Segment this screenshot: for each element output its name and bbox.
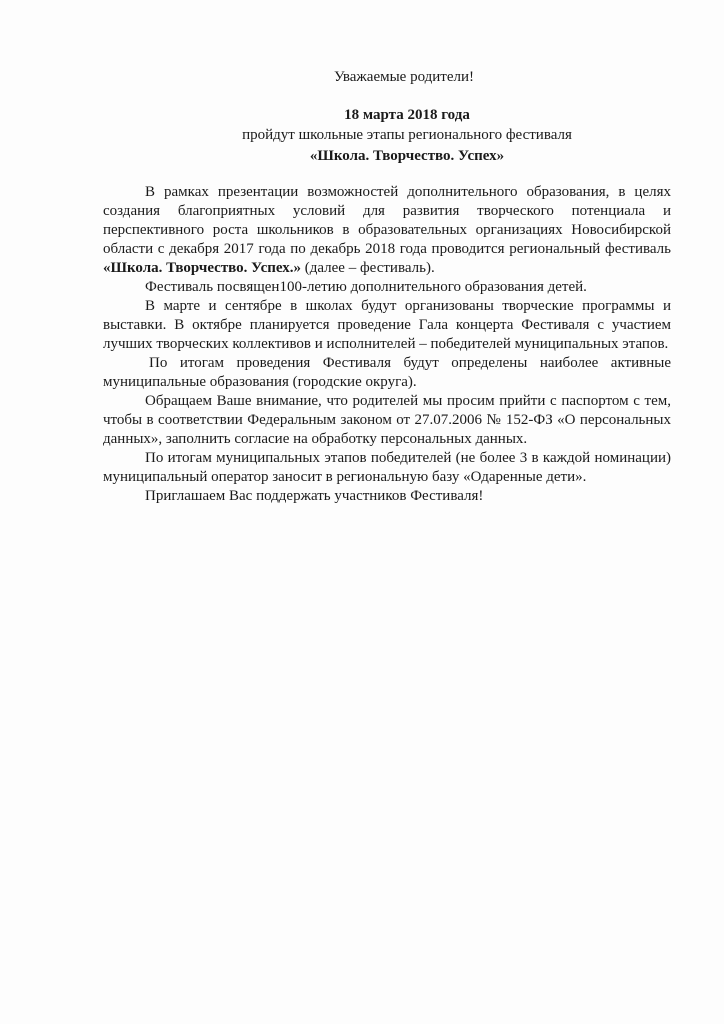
paragraph-1-festival-name: «Школа. Творчество. Успех.»: [103, 260, 301, 276]
paragraph-6: По итогам муниципальных этапов победителей (не более 3 в каждой номинации) муниципальный оператор заносит в региональную базу «Одаренные дети».: [103, 450, 671, 485]
festival-name: «Школа. Творчество. Успех»: [309, 148, 505, 164]
paragraph-1-tail: (далее – фестиваль).: [300, 260, 435, 276]
paragraph-1-text: В рамках презентации возможностей дополнительного образования, в целях создания благоприятных условий для развития творческого потенциала и перспективного роста школьников в образовательных организациях Новосибирской области с декабря 2017 года по декабрь 2018 года проводится региональный фестиваль: [103, 184, 671, 257]
event-date: 18 марта 2018 года: [344, 107, 470, 123]
paragraph-3: В марте и сентябре в школах будут организованы творческие программы и выставки. В октябре планируется проведение Гала концерта Фестиваля с участием лучших творческих коллективов и исполнителей – победителей муниципальных этапов.: [103, 298, 671, 352]
greeting-heading: Уважаемые родители!: [333, 69, 475, 85]
letter-body: [103, 183, 671, 506]
paragraph-7: Приглашаем Вас поддержать участников Фестиваля!: [145, 488, 484, 504]
paragraph-5: Обращаем Ваше внимание, что родителей мы просим прийти с паспортом с тем, чтобы в соответствии Федеральным законом от 27.07.2006 № 152-ФЗ «О персональных данных», заполнить согласие на обработку персональных данных.: [103, 393, 671, 447]
paragraph-4: По итогам проведения Фестиваля будут определены наиболее активные муниципальные образования (городские округа).: [103, 355, 671, 390]
paragraph-2: Фестиваль посвящен100-летию дополнительного образования детей.: [145, 279, 587, 295]
event-subtitle: пройдут школьные этапы регионального фестиваля: [242, 127, 572, 143]
paragraph-1: [103, 183, 671, 278]
